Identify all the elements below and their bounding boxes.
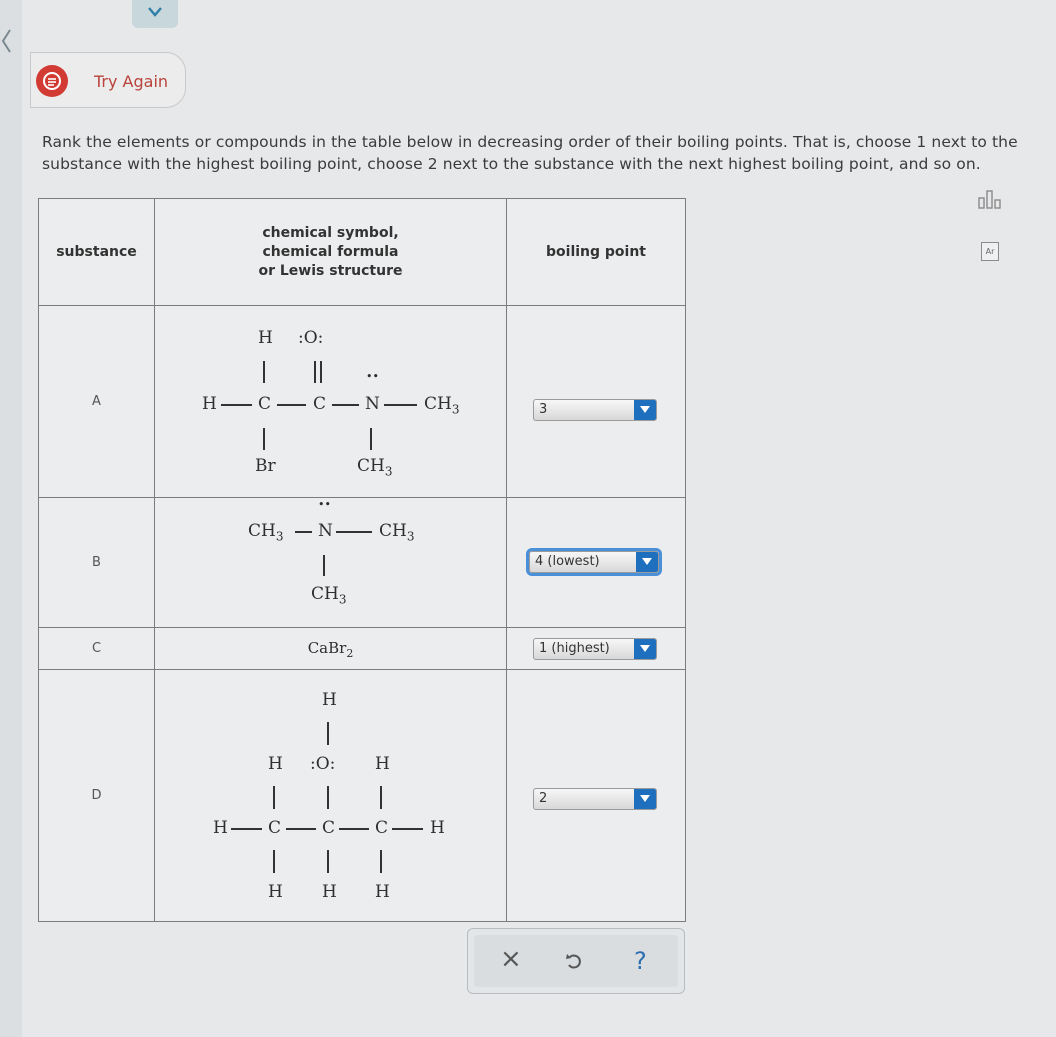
left-edge-arrow-icon[interactable]: [0, 26, 14, 60]
undo-icon: [564, 951, 584, 971]
answer-toolbar: [467, 928, 685, 994]
atom-c3: C: [375, 818, 389, 838]
header-formula: chemical symbol, chemical formula or Lewis structure: [155, 199, 507, 306]
ar-label: Ar: [985, 247, 995, 256]
rank-select-d[interactable]: 2: [533, 788, 657, 810]
table-header-row: [39, 199, 686, 306]
dropdown-arrow-icon: [634, 639, 656, 659]
substance-letter: D: [39, 670, 155, 922]
group-ch3-right: $CH_3$: [379, 521, 415, 544]
boiling-cell: [507, 306, 686, 498]
atom-h: H: [268, 882, 283, 902]
header-boiling-point: boiling point: [507, 199, 686, 306]
try-again-label: Try Again: [94, 72, 169, 91]
atom-h: H: [375, 754, 390, 774]
atom-br: Br: [255, 456, 276, 476]
group-ch3-left: $CH_3$: [248, 521, 284, 544]
atom-h-top: H: [258, 328, 273, 348]
ranking-table: [38, 198, 686, 922]
rank-select-a[interactable]: 3: [533, 399, 657, 421]
bonds-b: [155, 498, 506, 628]
rank-select-c[interactable]: 1 (highest): [533, 638, 657, 660]
table-row: [39, 498, 686, 628]
substance-letter: A: [39, 306, 155, 498]
dropdown-arrow-icon: [634, 400, 656, 420]
table-row: [39, 670, 686, 922]
lone-pair-n: ••: [366, 370, 379, 383]
atom-c1: C: [268, 818, 282, 838]
group-ch3-right: $CH_3$: [424, 394, 460, 417]
close-icon: ×: [500, 944, 522, 974]
atom-n: N: [318, 521, 333, 541]
atom-n: N: [365, 394, 380, 414]
atom-c2: C: [313, 394, 327, 414]
dropdown-arrow-icon: [636, 552, 658, 572]
atom-h-left: H: [202, 394, 217, 414]
group-ch3-bottom: $CH_3$: [357, 456, 393, 479]
feedback-badge: [36, 65, 68, 97]
atom-o: :O:: [310, 754, 336, 774]
lewis-structure-b: [155, 498, 507, 628]
boiling-cell: [507, 628, 686, 670]
atom-h-top: H: [322, 690, 337, 710]
clear-button[interactable]: [500, 944, 522, 974]
chevron-down-icon: [147, 6, 163, 18]
atom-h: H: [375, 882, 390, 902]
try-again-button[interactable]: [30, 52, 186, 108]
table-row: [39, 628, 686, 670]
dropdown-arrow-icon: [634, 789, 656, 809]
lone-pair-n: ••: [318, 498, 331, 511]
atom-h-right: H: [430, 818, 445, 838]
help-button[interactable]: [634, 947, 647, 975]
header-substance: substance: [39, 199, 155, 306]
atom-h-left: H: [213, 818, 228, 838]
bonds-d: [155, 670, 506, 922]
atom-h: H: [268, 754, 283, 774]
formula-c: CaBr$_2$: [155, 628, 507, 670]
periodic-table-icon[interactable]: [981, 242, 999, 261]
help-icon: ?: [634, 947, 647, 975]
atom-o-top: :O:: [298, 328, 324, 348]
instructions-text: Rank the elements or compounds in the table below in decreasing order of their boiling points. That is, choose 1 next to the substance with the highest boiling point, choose 2 next to the substance with the next highest boiling point, and so on.: [42, 133, 1018, 173]
atom-h: H: [322, 882, 337, 902]
undo-button[interactable]: [564, 951, 584, 975]
formula-text: CaBr: [307, 638, 347, 657]
boiling-cell: [507, 498, 686, 628]
substance-letter: C: [39, 628, 155, 670]
group-ch3-bottom: $CH_3$: [311, 584, 347, 607]
lewis-structure-d: [155, 670, 507, 922]
table-row: [39, 306, 686, 498]
lewis-structure-a: [155, 306, 507, 498]
atom-c2: C: [322, 818, 336, 838]
collapse-button[interactable]: [132, 0, 178, 28]
substance-letter: B: [39, 498, 155, 628]
speech-bubble-icon: [42, 71, 62, 91]
bar-chart-icon[interactable]: [976, 188, 1004, 214]
atom-c1: C: [258, 394, 272, 414]
boiling-cell: [507, 670, 686, 922]
bonds-a: [155, 306, 506, 498]
rank-select-b[interactable]: 4 (lowest): [529, 551, 659, 573]
